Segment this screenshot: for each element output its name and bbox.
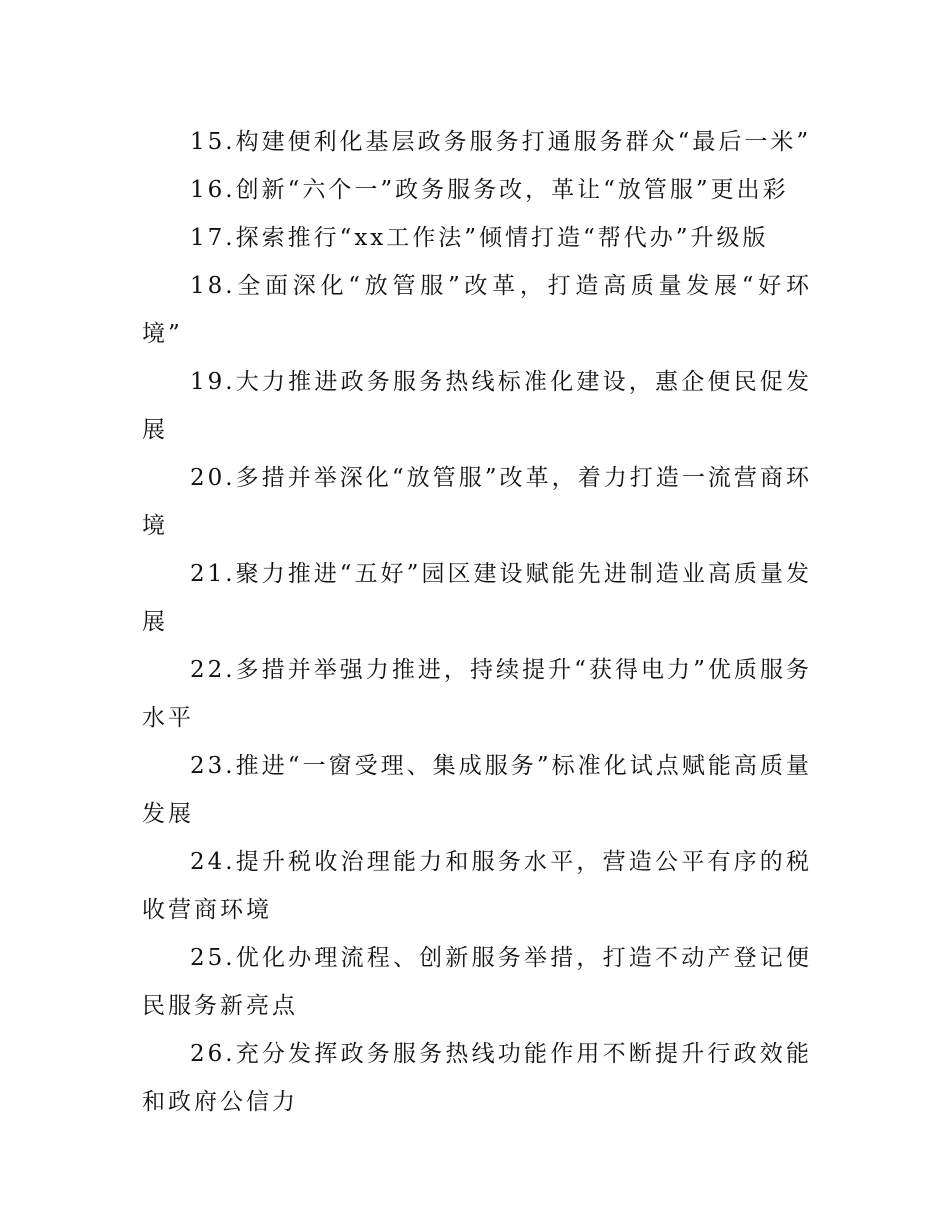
list-item: 17.探索推行“xx工作法”倾情打造“帮代办”升级版 [190,225,769,251]
list-item: 18.全面深化“放管服”改革，打造高质量发展“好环境” [142,273,812,347]
list-item: 21.聚力推进“五好”园区建设赋能先进制造业高质量发展 [142,561,812,635]
list-item: 24.提升税收治理能力和服务水平，营造公平有序的税收营商环境 [142,849,812,923]
list-item: 25.优化办理流程、创新服务举措，打造不动产登记便民服务新亮点 [142,945,812,1019]
list-item: 20.多措并举深化“放管服”改革，着力打造一流营商环境 [142,465,812,539]
list-item: 26.充分发挥政务服务热线功能作用不断提升行政效能和政府公信力 [142,1041,812,1115]
list-item: 16.创新“六个一”政务服务改，革让“放管服”更出彩 [190,177,789,203]
document-body [142,118,812,1126]
list-item: 15.构建便利化基层政务服务打通服务群众“最后一米” [190,129,812,155]
list-item: 23.推进“一窗受理、集成服务”标准化试点赋能高质量发展 [142,753,812,827]
list-item: 22.多措并举强力推进，持续提升“获得电力”优质服务水平 [142,657,812,731]
list-item: 19.大力推进政务服务热线标准化建设，惠企便民促发展 [142,369,812,443]
